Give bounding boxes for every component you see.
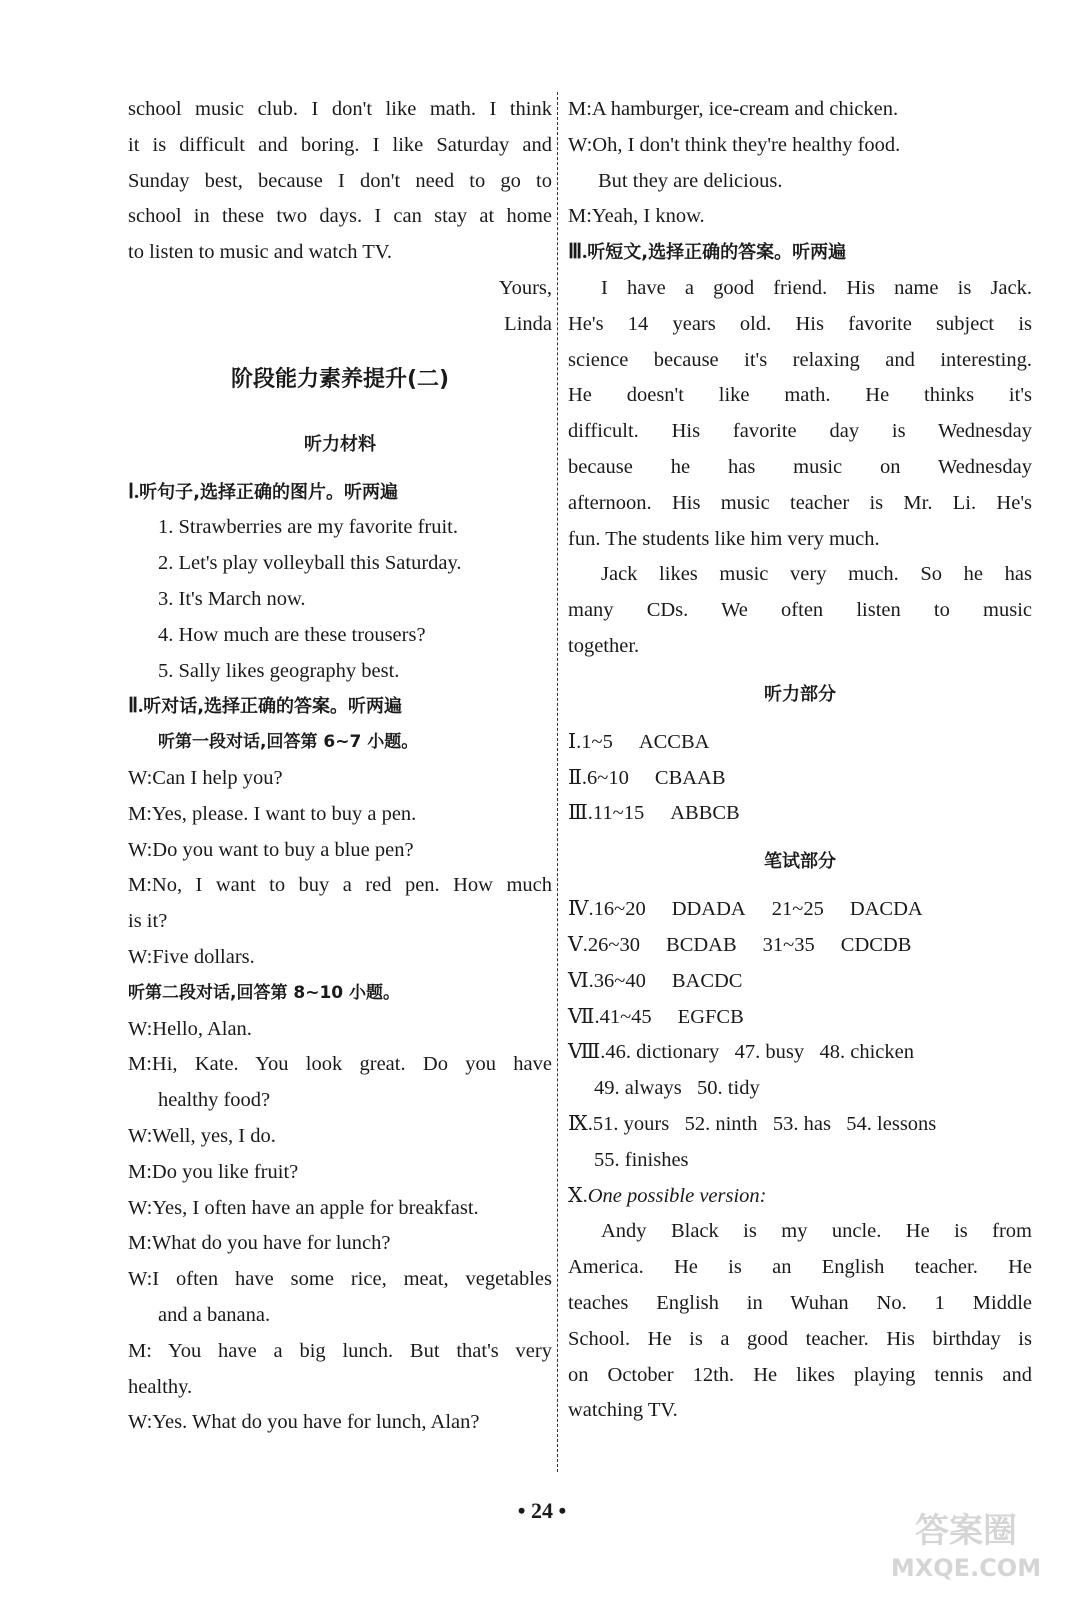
answer-row [568, 761, 1032, 797]
dialog-line: But they are delicious. [598, 169, 783, 192]
section-heading [128, 689, 552, 725]
left-column [128, 92, 552, 1441]
watermark-text: 答案圈 [915, 1511, 1017, 1551]
dialog-line: W:Do you want to buy a blue pen? [128, 838, 414, 861]
letter-line: it is difficult and boring. I like Saturday and [128, 133, 552, 156]
section-number: Ⅰ. [128, 480, 140, 503]
answer-range: Ⅰ.1~5 [568, 730, 613, 753]
answer-range: 21~25 [771, 898, 824, 921]
answer-row [568, 892, 1032, 928]
essay-line: on October 12th. He likes playing tennis and [568, 1363, 1032, 1386]
dialog-line: is it? [128, 910, 168, 933]
listening-sentence: 2. Let's play volleyball this Saturday. [158, 552, 462, 575]
dialog-line: M:Hi, Kate. You look great. Do you have [128, 1053, 552, 1076]
section-instruction: 听句子,选择正确的图片。听两遍 [139, 481, 399, 503]
dialog-line: healthy food? [158, 1089, 271, 1112]
essay-line: America. He is an English teacher. He [568, 1256, 1032, 1279]
section-number: Ⅹ. [568, 1184, 588, 1207]
listening-sentence: 1. Strawberries are my favorite fruit. [158, 516, 458, 539]
answer-range: Ⅵ.36~40 [568, 969, 646, 992]
answer-row: Ⅷ.46. dictionary 47. busy 48. chicken [568, 1041, 914, 1064]
answer-key: CDCDB [840, 933, 912, 956]
answer-row [568, 1000, 1032, 1036]
dialog-line: M:Do you like fruit? [128, 1160, 299, 1183]
dialog-line: W:I often have some rice, meat, vegetables [128, 1268, 552, 1291]
answer-range: Ⅲ.11~15 [568, 802, 645, 825]
listening-answers-heading: 听力部分 [764, 683, 836, 705]
section-heading [568, 1179, 1032, 1215]
listening-sentence: 4. How much are these trousers? [158, 623, 426, 646]
answer-row: Ⅸ.51. yours 52. ninth 53. has 54. lessons [568, 1112, 937, 1135]
answer-row [568, 796, 1032, 832]
letter-signature: Linda [504, 312, 552, 335]
answer-range: Ⅶ.41~45 [568, 1005, 652, 1028]
dialog-line: M:No, I want to buy a red pen. How much [128, 874, 552, 897]
section-title: 阶段能力素养提升(二) [230, 366, 450, 392]
passage-line: He doesn't like math. He thinks it's [568, 384, 1032, 407]
passage-line: together. [568, 634, 640, 657]
dialog-line: M:What do you have for lunch? [128, 1232, 391, 1255]
watermark-logo [876, 1502, 1056, 1586]
dialog-line: W:Can I help you? [128, 766, 283, 789]
answer-key: CBAAB [654, 766, 726, 789]
dialog-line: W:Five dollars. [128, 945, 255, 968]
passage-line: science because it's relaxing and interesting. [568, 348, 1032, 371]
passage-line: because he has music on Wednesday [568, 455, 1032, 478]
answer-row [568, 928, 1032, 964]
letter-line: to listen to music and watch TV. [128, 241, 393, 264]
answer-key: BACDC [671, 969, 743, 992]
letter-closing: Yours, [498, 276, 552, 299]
passage-line: many CDs. We often listen to music [568, 599, 1032, 622]
answer-range: Ⅴ.26~30 [568, 933, 641, 956]
dialog-line: M:A hamburger, ice-cream and chicken. [568, 98, 899, 120]
answer-row [568, 964, 1032, 1000]
dialog-instruction: 听第一段对话,回答第 6~7 小题。 [158, 732, 419, 753]
answer-range: 31~35 [762, 933, 815, 956]
answer-range: Ⅳ.16~20 [568, 898, 646, 921]
essay-line: School. He is a good teacher. His birthday is [568, 1327, 1032, 1350]
dialog-line: W:Yes. What do you have for lunch, Alan? [128, 1411, 480, 1434]
dialog-line: M:Yeah, I know. [568, 205, 705, 228]
answer-range: Ⅱ.6~10 [568, 766, 629, 789]
answer-key: ACCBA [638, 730, 710, 753]
passage-line: fun. The students like him very much. [568, 527, 880, 550]
dialog-instruction: 听第二段对话,回答第 8~10 小题。 [128, 982, 401, 1003]
page-number: • 24 • [517, 1498, 567, 1523]
writing-answers-heading: 笔试部分 [764, 851, 836, 873]
answer-row [568, 725, 1032, 761]
answer-key: EGFCB [677, 1005, 744, 1028]
answer-key: ABBCB [670, 802, 740, 825]
essay-line: teaches English in Wuhan No. 1 Middle [568, 1291, 1032, 1314]
answer-key: DACDA [849, 898, 923, 921]
section-instruction: 听短文,选择正确的答案。听两遍 [587, 242, 847, 264]
passage-line: Jack likes music very much. So he has [601, 563, 1032, 586]
section-heading [568, 235, 1032, 271]
passage-line: afternoon. His music teacher is Mr. Li. He's [568, 491, 1032, 514]
answer-key: BCDAB [666, 933, 737, 956]
section-instruction: One possible version: [587, 1184, 767, 1207]
passage-line: He's 14 years old. His favorite subject is [568, 312, 1032, 335]
dialog-line: W:Oh, I don't think they're healthy food. [568, 133, 901, 156]
section-number: Ⅱ. [128, 695, 144, 718]
letter-line: school in these two days. I can stay at home [128, 205, 552, 228]
passage-line: I have a good friend. His name is Jack. [601, 276, 1032, 299]
section-number: Ⅲ. [568, 241, 588, 264]
answer-row: 55. finishes [594, 1148, 689, 1171]
essay-line: watching TV. [568, 1399, 678, 1422]
section-heading [128, 475, 552, 511]
letter-line: school music club. I don't like math. I think [128, 98, 552, 120]
passage-line: difficult. His favorite day is Wednesday [568, 420, 1032, 443]
essay-line: Andy Black is my uncle. He is from [601, 1220, 1032, 1243]
listening-sentence: 5. Sally likes geography best. [158, 659, 400, 682]
dialog-line: healthy. [128, 1375, 193, 1398]
answer-key: DDADA [671, 898, 746, 921]
letter-line: Sunday best, because I don't need to go to [128, 169, 552, 192]
answer-row: 49. always 50. tidy [594, 1077, 760, 1100]
dialog-line: W:Yes, I often have an apple for breakfast. [128, 1196, 479, 1219]
right-column [568, 92, 1032, 1429]
dialog-line: and a banana. [158, 1303, 271, 1326]
dialog-line: M: You have a big lunch. But that's very [128, 1339, 552, 1362]
watermark-domain: MXQE.COM [890, 1554, 1042, 1582]
section-instruction: 听对话,选择正确的答案。听两遍 [143, 696, 403, 718]
dialog-line: W:Hello, Alan. [128, 1017, 252, 1040]
column-divider [557, 92, 558, 1472]
dialog-line: M:Yes, please. I want to buy a pen. [128, 802, 417, 825]
section-subtitle: 听力材料 [304, 433, 376, 455]
listening-sentence: 3. It's March now. [158, 587, 306, 610]
dialog-line: W:Well, yes, I do. [128, 1124, 276, 1147]
